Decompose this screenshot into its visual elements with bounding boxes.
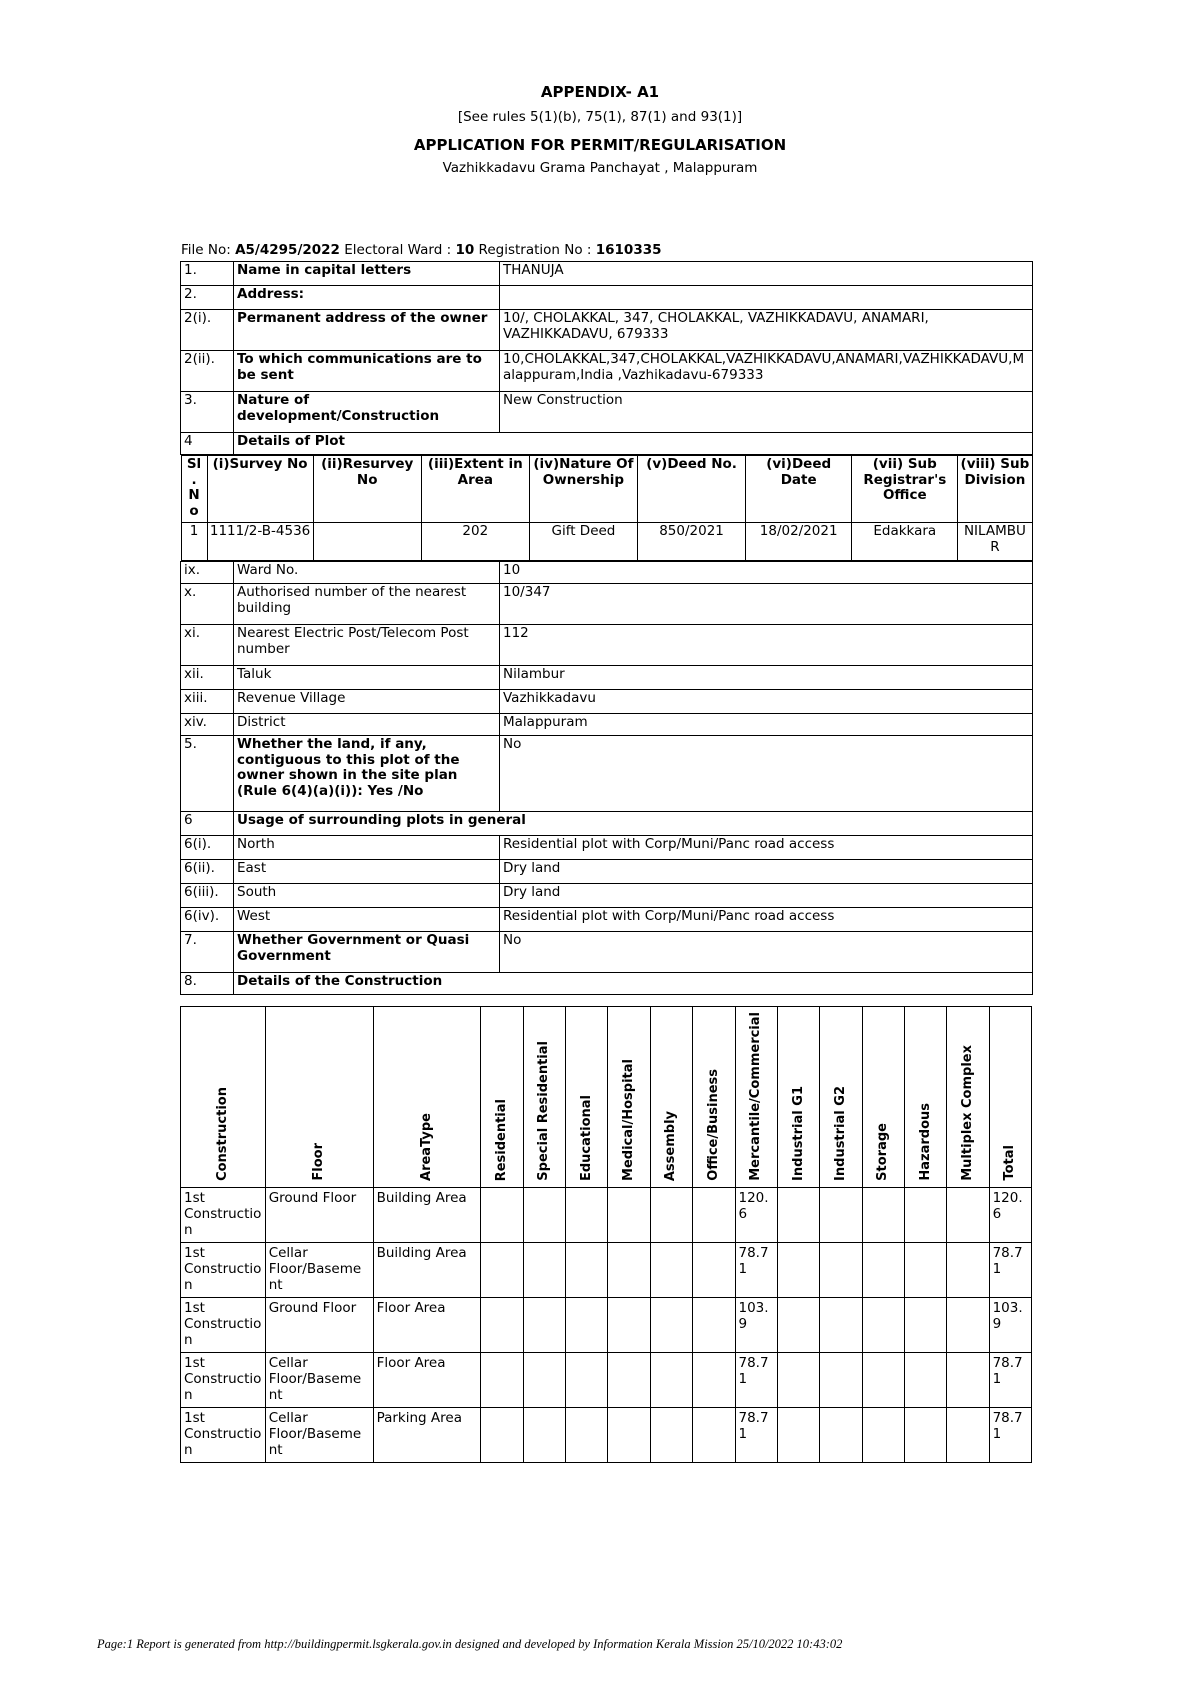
construction-header: Multiplex Complex xyxy=(947,1007,989,1188)
row-value: 10/347 xyxy=(500,584,1033,625)
form-row xyxy=(181,860,1033,884)
construction-cell xyxy=(820,1298,862,1353)
row-number: 2. xyxy=(181,286,234,310)
construction-cell xyxy=(566,1188,608,1243)
row-value: No xyxy=(500,932,1033,973)
row-label: Permanent address of the owner xyxy=(234,310,500,351)
construction-header: Construction xyxy=(181,1007,266,1188)
row-label: Revenue Village xyxy=(234,690,500,714)
construction-cell xyxy=(947,1243,989,1298)
row-label: Authorised number of the nearest building xyxy=(234,584,500,625)
construction-cell: 1st Construction xyxy=(181,1188,266,1243)
plot-cell: 850/2021 xyxy=(638,523,746,561)
row-value: THANUJA xyxy=(500,262,1033,286)
form-row xyxy=(181,562,1033,584)
construction-cell xyxy=(523,1298,565,1353)
construction-cell xyxy=(650,1353,692,1408)
plot-data-row xyxy=(181,523,1032,561)
form-row xyxy=(181,932,1033,973)
row-number: xiv. xyxy=(181,714,234,736)
construction-cell: Floor Area xyxy=(373,1353,481,1408)
construction-cell xyxy=(650,1298,692,1353)
construction-cell xyxy=(947,1408,989,1463)
row-number: 6(i). xyxy=(181,836,234,860)
row-number: 2(ii). xyxy=(181,351,234,392)
row-label: North xyxy=(234,836,500,860)
construction-cell: 1st Construction xyxy=(181,1408,266,1463)
construction-cell xyxy=(947,1353,989,1408)
construction-cell xyxy=(608,1243,650,1298)
construction-header: Educational xyxy=(566,1007,608,1188)
construction-cell xyxy=(777,1408,819,1463)
construction-cell xyxy=(862,1298,904,1353)
plot-header: (viii) Sub Division xyxy=(958,456,1032,523)
row-number: 4 xyxy=(181,433,234,455)
construction-details-table xyxy=(180,1006,1032,1463)
row-label: Whether the land, if any, contiguous to this plot of the owner shown in the site plan (Rule 6(4)(a)(i)): Yes /No xyxy=(234,736,500,812)
plot-details-cell xyxy=(181,455,1033,562)
construction-cell xyxy=(523,1188,565,1243)
construction-cell: 78.71 xyxy=(989,1243,1031,1298)
plot-cell xyxy=(313,523,421,561)
row-label: Ward No. xyxy=(234,562,500,584)
construction-cell: Ground Floor xyxy=(265,1298,373,1353)
row-value: Residential plot with Corp/Muni/Panc road access xyxy=(500,836,1033,860)
row-value: 10/, CHOLAKKAL, 347, CHOLAKKAL, VAZHIKKADAVU, ANAMARI, VAZHIKKADAVU, 679333 xyxy=(500,310,1033,351)
construction-cell xyxy=(777,1353,819,1408)
construction-row xyxy=(181,1408,1032,1463)
row-number: 5. xyxy=(181,736,234,812)
construction-cell xyxy=(650,1408,692,1463)
construction-header: Assembly xyxy=(650,1007,692,1188)
construction-header: Hazardous xyxy=(904,1007,946,1188)
row-number: x. xyxy=(181,584,234,625)
construction-cell: Parking Area xyxy=(373,1408,481,1463)
row-label: Usage of surrounding plots in general xyxy=(234,812,1033,836)
construction-cell: 103.9 xyxy=(989,1298,1031,1353)
plot-header: (vii) Sub Registrar's Office xyxy=(852,456,958,523)
file-info-line xyxy=(181,243,662,259)
construction-cell: 120.6 xyxy=(735,1188,777,1243)
construction-cell: Building Area xyxy=(373,1243,481,1298)
plot-details-table xyxy=(181,455,1033,561)
row-label: District xyxy=(234,714,500,736)
row-label: East xyxy=(234,860,500,884)
row-value: 112 xyxy=(500,625,1033,666)
plot-header: (i)Survey No xyxy=(207,456,313,523)
row-value: No xyxy=(500,736,1033,812)
construction-cell xyxy=(481,1188,523,1243)
row-value: New Construction xyxy=(500,392,1033,433)
construction-row xyxy=(181,1243,1032,1298)
construction-cell: Cellar Floor/Basement xyxy=(265,1408,373,1463)
construction-cell xyxy=(862,1408,904,1463)
application-form-table xyxy=(180,261,1033,995)
form-row xyxy=(181,908,1033,932)
construction-cell: Floor Area xyxy=(373,1298,481,1353)
construction-cell xyxy=(566,1243,608,1298)
form-row xyxy=(181,836,1033,860)
construction-cell xyxy=(608,1188,650,1243)
construction-cell xyxy=(777,1188,819,1243)
construction-cell: 78.71 xyxy=(735,1243,777,1298)
row-number: 7. xyxy=(181,932,234,973)
form-row xyxy=(181,262,1033,286)
construction-cell xyxy=(481,1243,523,1298)
row-number: 6 xyxy=(181,812,234,836)
application-title: APPLICATION FOR PERMIT/REGULARISATION xyxy=(413,135,787,154)
row-number: xii. xyxy=(181,666,234,690)
construction-cell: 78.71 xyxy=(735,1408,777,1463)
construction-cell xyxy=(904,1353,946,1408)
construction-cell xyxy=(608,1408,650,1463)
construction-cell xyxy=(904,1188,946,1243)
construction-cell xyxy=(481,1408,523,1463)
construction-cell xyxy=(566,1298,608,1353)
row-value: Dry land xyxy=(500,860,1033,884)
row-label: Whether Government or Quasi Government xyxy=(234,932,500,973)
construction-header: Floor xyxy=(265,1007,373,1188)
row-label: Nature of development/Construction xyxy=(234,392,500,433)
row-value: 10,CHOLAKKAL,347,CHOLAKKAL,VAZHIKKADAVU,ANAMARI,VAZHIKKADAVU,Malappuram,India ,Vazhikadavu-679333 xyxy=(500,351,1033,392)
construction-cell xyxy=(904,1298,946,1353)
plot-header: (iv)Nature Of Ownership xyxy=(529,456,637,523)
row-value: 10 xyxy=(500,562,1033,584)
row-number: ix. xyxy=(181,562,234,584)
row-number: xi. xyxy=(181,625,234,666)
construction-header: Special Residential xyxy=(523,1007,565,1188)
rules-reference: [See rules 5(1)(b), 75(1), 87(1) and 93(1)] xyxy=(457,109,743,126)
row-number: 2(i). xyxy=(181,310,234,351)
construction-cell xyxy=(820,1243,862,1298)
construction-cell: 1st Construction xyxy=(181,1353,266,1408)
row-number: 1. xyxy=(181,262,234,286)
row-value: Malappuram xyxy=(500,714,1033,736)
row-label: Details of Plot xyxy=(234,433,1033,455)
construction-cell xyxy=(820,1188,862,1243)
construction-header: Total xyxy=(989,1007,1031,1188)
ward-label: Electoral Ward : xyxy=(344,242,452,258)
row-number: 6(iv). xyxy=(181,908,234,932)
construction-cell xyxy=(693,1408,735,1463)
construction-header: Industrial G2 xyxy=(820,1007,862,1188)
row-number: 8. xyxy=(181,973,234,995)
construction-cell xyxy=(693,1188,735,1243)
construction-cell: 78.71 xyxy=(735,1353,777,1408)
construction-cell xyxy=(947,1188,989,1243)
construction-cell: 78.71 xyxy=(989,1408,1031,1463)
form-row xyxy=(181,973,1033,995)
form-row xyxy=(181,625,1033,666)
plot-cell: 18/02/2021 xyxy=(746,523,852,561)
construction-cell xyxy=(693,1243,735,1298)
construction-cell xyxy=(608,1353,650,1408)
construction-cell xyxy=(862,1243,904,1298)
construction-cell xyxy=(820,1408,862,1463)
construction-header-row xyxy=(181,1007,1032,1188)
panchayat-name: Vazhikkadavu Grama Panchayat , Malappuram xyxy=(442,160,758,177)
plot-header: Sl . N o xyxy=(181,456,207,523)
construction-row xyxy=(181,1188,1032,1243)
row-label: West xyxy=(234,908,500,932)
row-label: To which communications are to be sent xyxy=(234,351,500,392)
appendix-title: APPENDIX- A1 xyxy=(540,83,660,101)
registration-no: 1610335 xyxy=(595,242,662,258)
construction-cell: 120.6 xyxy=(989,1188,1031,1243)
row-label: South xyxy=(234,884,500,908)
construction-header: AreaType xyxy=(373,1007,481,1188)
construction-header: Medical/Hospital xyxy=(608,1007,650,1188)
construction-cell: Cellar Floor/Basement xyxy=(265,1243,373,1298)
construction-cell: Building Area xyxy=(373,1188,481,1243)
construction-cell xyxy=(481,1353,523,1408)
form-row xyxy=(181,310,1033,351)
construction-cell xyxy=(650,1243,692,1298)
construction-cell xyxy=(566,1353,608,1408)
row-value: Nilambur xyxy=(500,666,1033,690)
form-row xyxy=(181,392,1033,433)
construction-cell xyxy=(650,1188,692,1243)
form-row xyxy=(181,433,1033,455)
construction-cell xyxy=(523,1243,565,1298)
construction-cell xyxy=(862,1353,904,1408)
row-number: 6(ii). xyxy=(181,860,234,884)
plot-header: (v)Deed No. xyxy=(638,456,746,523)
plot-header: (iii)Extent in Area xyxy=(421,456,529,523)
plot-details-row xyxy=(181,455,1033,562)
form-row xyxy=(181,690,1033,714)
construction-cell: 103.9 xyxy=(735,1298,777,1353)
construction-header: Industrial G1 xyxy=(777,1007,819,1188)
construction-row xyxy=(181,1353,1032,1408)
form-row xyxy=(181,584,1033,625)
construction-cell xyxy=(904,1408,946,1463)
form-row xyxy=(181,714,1033,736)
construction-cell xyxy=(608,1298,650,1353)
row-label: Nearest Electric Post/Telecom Post number xyxy=(234,625,500,666)
document-header xyxy=(0,84,1200,177)
construction-cell: Ground Floor xyxy=(265,1188,373,1243)
plot-cell: 1111/2-B-4536 xyxy=(207,523,313,561)
plot-header: (vi)Deed Date xyxy=(746,456,852,523)
form-row xyxy=(181,351,1033,392)
construction-cell: 78.71 xyxy=(989,1353,1031,1408)
plot-cell: 202 xyxy=(421,523,529,561)
row-label: Details of the Construction xyxy=(234,973,1033,995)
construction-cell: 1st Construction xyxy=(181,1243,266,1298)
row-value: Dry land xyxy=(500,884,1033,908)
form-row xyxy=(181,884,1033,908)
row-value: Residential plot with Corp/Muni/Panc road access xyxy=(500,908,1033,932)
registration-label: Registration No : xyxy=(478,242,592,258)
row-value: Vazhikkadavu xyxy=(500,690,1033,714)
construction-cell xyxy=(777,1243,819,1298)
row-number: xiii. xyxy=(181,690,234,714)
construction-cell: Cellar Floor/Basement xyxy=(265,1353,373,1408)
row-label: Name in capital letters xyxy=(234,262,500,286)
construction-cell xyxy=(820,1353,862,1408)
construction-header: Residential xyxy=(481,1007,523,1188)
plot-cell: Gift Deed xyxy=(529,523,637,561)
construction-cell xyxy=(777,1298,819,1353)
form-row xyxy=(181,666,1033,690)
construction-cell xyxy=(693,1298,735,1353)
file-no: A5/4295/2022 xyxy=(235,242,340,258)
form-row xyxy=(181,286,1033,310)
construction-row xyxy=(181,1298,1032,1353)
plot-header: (ii)Resurvey No xyxy=(313,456,421,523)
plot-cell: 1 xyxy=(181,523,207,561)
form-row xyxy=(181,812,1033,836)
plot-cell: Edakkara xyxy=(852,523,958,561)
row-number: 3. xyxy=(181,392,234,433)
report-footer: Page:1 Report is generated from http://buildingpermit.lsgkerala.gov.in designed and developed by Information Kerala Mission 25/10/2022 10:43:02 xyxy=(97,1637,843,1651)
row-label: Address: xyxy=(234,286,500,310)
construction-cell xyxy=(947,1298,989,1353)
construction-cell xyxy=(481,1298,523,1353)
ward-no: 10 xyxy=(455,242,475,258)
construction-cell xyxy=(566,1408,608,1463)
construction-cell xyxy=(862,1188,904,1243)
row-number: 6(iii). xyxy=(181,884,234,908)
construction-header: Office/Business xyxy=(693,1007,735,1188)
construction-cell xyxy=(523,1408,565,1463)
row-value xyxy=(500,286,1033,310)
file-no-label: File No: xyxy=(181,242,231,258)
row-label: Taluk xyxy=(234,666,500,690)
construction-cell xyxy=(693,1353,735,1408)
plot-header-row xyxy=(181,456,1032,523)
plot-cell: NILAMBUR xyxy=(958,523,1032,561)
construction-header: Mercantile/Commercial xyxy=(735,1007,777,1188)
construction-cell: 1st Construction xyxy=(181,1298,266,1353)
construction-cell xyxy=(904,1243,946,1298)
form-row xyxy=(181,736,1033,812)
construction-header: Storage xyxy=(862,1007,904,1188)
construction-cell xyxy=(523,1353,565,1408)
